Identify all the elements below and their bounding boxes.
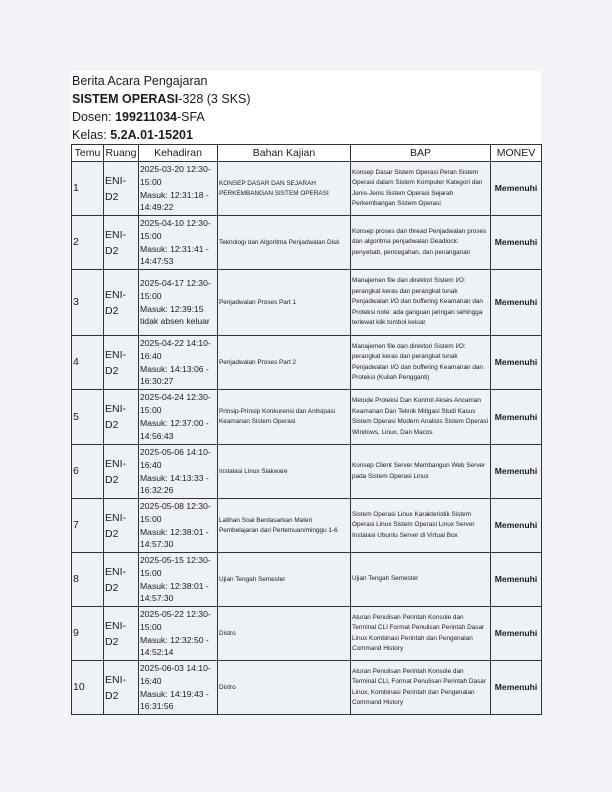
cell-bap: Aturan Penulisan Perintah Konsole dan Terminal CLI, Format Penulisan Perintah Dasar Linux, Kombinasi Perintah dan Pengenalan Command History <box>351 661 491 715</box>
jadwal-text: 2025-04-22 14:10-16:40 <box>140 337 211 361</box>
cell-temu: 3 <box>72 270 104 336</box>
cell-bap: Manajemen file dan direktori Sistem I/O: perangkat keras dan perangkat lunak Penjadwalan I/O dan buffering Keamanan dan Proteksi (Kuliah Pengganti) <box>351 336 491 390</box>
jadwal-text: 2025-04-24 12:30-15:00 <box>140 392 211 416</box>
cell-bahan-kajian: KONSEP DASAR DAN SEJARAH PERKEMBANGAN SISTEM OPERASI <box>218 162 351 216</box>
table-row <box>72 162 542 216</box>
document-header <box>71 71 541 144</box>
dosen-line <box>72 108 541 126</box>
cell-monev: Memenuhi <box>491 553 542 607</box>
table-row <box>72 270 542 336</box>
cell-temu: 6 <box>72 445 104 499</box>
dosen-code: -SFA <box>176 110 205 124</box>
document-page <box>71 71 541 715</box>
cell-ruang: ENI-D2 <box>104 216 139 270</box>
jadwal-text: 2025-05-22 12:30-15:00 <box>140 608 211 632</box>
cell-ruang: ENI-D2 <box>104 607 139 661</box>
attendance-note: tidak absen keluar <box>140 316 210 327</box>
cell-bahan-kajian: Penjadwalan Proses Part 2 <box>218 336 351 390</box>
table-row <box>72 445 542 499</box>
cell-monev: Memenuhi <box>491 162 542 216</box>
cell-temu: 10 <box>72 661 104 715</box>
cell-ruang: ENI-D2 <box>104 661 139 715</box>
dosen-id: 199211034 <box>115 110 177 124</box>
cell-bahan-kajian: Penjadwalan Proses Part 1 <box>218 270 351 336</box>
cell-ruang: ENI-D2 <box>104 553 139 607</box>
cell-kehadiran <box>139 336 218 390</box>
cell-bap: Metode Proteksi Dan Kontrol Akses Ancaman Keamanan Dan Teknik Mitigasi Studi Kasus Sistem Operasi Modern Analisis Sistem Operasi Windows, Linux, Dan Macos <box>351 390 491 445</box>
masuk-text: Masuk: 12:38:01 - 14:57:30 <box>140 526 209 550</box>
col-header-bap: BAP <box>351 145 491 162</box>
cell-bap: Konsep Dasar Sistem Operasi Peran Sistem Operasi dalam Sistem Komputer Kategori dan Jenis-Jenis Sistem Operasi Sejarah Perkembangan Sistem Operasi <box>351 162 491 216</box>
attendance-table <box>71 144 542 715</box>
cell-temu: 7 <box>72 499 104 553</box>
masuk-text: Masuk: 12:31:41 - 14:47:53 <box>140 243 209 267</box>
cell-bap: Manajemen file dan direktori Sistem I/O: perangkat keras dan perangkat lunak Penjadwalan I/O dan buffering Keamanan dan Proteksi note: ada ganguan jaringan sehingga terlewat klik tombol keluar <box>351 270 491 336</box>
kelas-value: 5.2A.01-15201 <box>110 128 193 142</box>
course-code: -328 (3 SKS) <box>178 92 251 106</box>
cell-ruang: ENI-D2 <box>104 162 139 216</box>
col-header-temu: Temu <box>72 145 104 162</box>
masuk-text: Masuk: 14:13:06 - 16:30:27 <box>140 363 209 387</box>
cell-ruang: ENI-D2 <box>104 499 139 553</box>
table-header-row <box>72 145 542 162</box>
cell-bap: Konsep proses dan thread Penjadwalan proses dan algoritma penjadwalan Deadlock: penyebab, pencegahan, dan penanganan <box>351 216 491 270</box>
course-name: SISTEM OPERASI <box>72 92 179 106</box>
cell-temu: 5 <box>72 390 104 445</box>
cell-bahan-kajian: Distro <box>218 607 351 661</box>
cell-kehadiran <box>139 553 218 607</box>
table-row <box>72 553 542 607</box>
jadwal-text: 2025-05-08 12:30-15:00 <box>140 500 211 524</box>
cell-bahan-kajian: Ujian Tengah Semester <box>218 553 351 607</box>
col-header-bahan-kajian: Bahan Kajian <box>218 145 351 162</box>
cell-monev: Memenuhi <box>491 336 542 390</box>
masuk-text: Masuk: 12:37:00 - 14:56:43 <box>140 418 209 441</box>
cell-temu: 1 <box>72 162 104 216</box>
jadwal-text: 2025-05-15 12:30-15:00 <box>140 554 211 578</box>
cell-temu: 8 <box>72 553 104 607</box>
cell-bahan-kajian: Teknologi dan Algoritma Penjadwalan Disk <box>218 216 351 270</box>
col-header-monev: MONEV <box>491 145 542 162</box>
course-line <box>72 90 541 108</box>
cell-monev: Memenuhi <box>491 270 542 336</box>
cell-bap: Sistem Operasi Linux Karakteristik Sistem Operasi Linux Sistem Operasi Linux Server Instalasi Ubuntu Server di Virtual Box <box>351 499 491 553</box>
table-row <box>72 390 542 445</box>
jadwal-text: 2025-06-03 14:10-16:40 <box>140 662 211 686</box>
masuk-text: Masuk: 14:13:33 - 16:32:26 <box>140 472 209 496</box>
cell-kehadiran <box>139 661 218 715</box>
cell-bahan-kajian: Latihan Soal Berdasarkan Materi Pembelajaran dari Pertemuan/minggu 1-6 <box>218 499 351 553</box>
cell-ruang: ENI-D2 <box>104 445 139 499</box>
masuk-text: Masuk: 12:32:50 - 14:52:14 <box>140 634 209 658</box>
cell-temu: 2 <box>72 216 104 270</box>
cell-monev: Memenuhi <box>491 661 542 715</box>
cell-kehadiran <box>139 216 218 270</box>
cell-bahan-kajian: Prinsip-Prinsip Konkurensi dan Antisipasi Keamanan Sistem Operasi <box>218 390 351 445</box>
cell-monev: Memenuhi <box>491 607 542 661</box>
table-row <box>72 607 542 661</box>
cell-kehadiran <box>139 390 218 445</box>
cell-monev: Memenuhi <box>491 499 542 553</box>
dosen-label: Dosen: <box>72 110 116 124</box>
cell-kehadiran <box>139 607 218 661</box>
cell-monev: Memenuhi <box>491 445 542 499</box>
cell-temu: 4 <box>72 336 104 390</box>
cell-temu: 9 <box>72 607 104 661</box>
cell-bap: Ujian Tengah Semester <box>351 553 491 607</box>
cell-bap: Aturan Penulisan Perintah Konsole dan Terminal CLI Format Penulisan Perintah Dasar Linux Kombinasi Perintah dan Pengenalan Command History <box>351 607 491 661</box>
masuk-text: Masuk: 12:39:15 <box>140 303 204 314</box>
cell-kehadiran <box>139 270 218 336</box>
cell-ruang: ENI-D2 <box>104 390 139 445</box>
cell-monev: Memenuhi <box>491 390 542 445</box>
kelas-label: Kelas: <box>72 128 111 142</box>
cell-bahan-kajian: Instalasi Linux Slakware <box>218 445 351 499</box>
cell-kehadiran <box>139 162 218 216</box>
cell-bahan-kajian: Distro <box>218 661 351 715</box>
jadwal-text: 2025-05-06 14:10-16:40 <box>140 446 211 470</box>
jadwal-text: 2025-04-17 12:30-15:00 <box>140 277 211 301</box>
kelas-line <box>72 126 541 144</box>
cell-kehadiran <box>139 445 218 499</box>
col-header-ruang: Ruang <box>104 145 139 162</box>
masuk-text: Masuk: 14:19:43 - 16:31:56 <box>140 688 209 712</box>
document-title: Berita Acara Pengajaran <box>72 74 208 88</box>
jadwal-text: 2025-03-20 12:30-15:00 <box>140 163 211 187</box>
cell-ruang: ENI-D2 <box>104 270 139 336</box>
masuk-text: Masuk: 12:31:18 - 14:49:22 <box>140 189 209 213</box>
jadwal-text: 2025-04-10 12:30-15:00 <box>140 217 211 241</box>
table-row <box>72 336 542 390</box>
table-row <box>72 661 542 715</box>
table-row <box>72 216 542 270</box>
col-header-kehadiran: Kehadiran <box>139 145 218 162</box>
cell-ruang: ENI-D2 <box>104 336 139 390</box>
cell-monev: Memenuhi <box>491 216 542 270</box>
cell-kehadiran <box>139 499 218 553</box>
table-row <box>72 499 542 553</box>
cell-bap: Konsep Client Server Membangun Web Server pada Sistem Operasi Linux <box>351 445 491 499</box>
masuk-text: Masuk: 12:38:01 - 14:57:30 <box>140 580 209 604</box>
